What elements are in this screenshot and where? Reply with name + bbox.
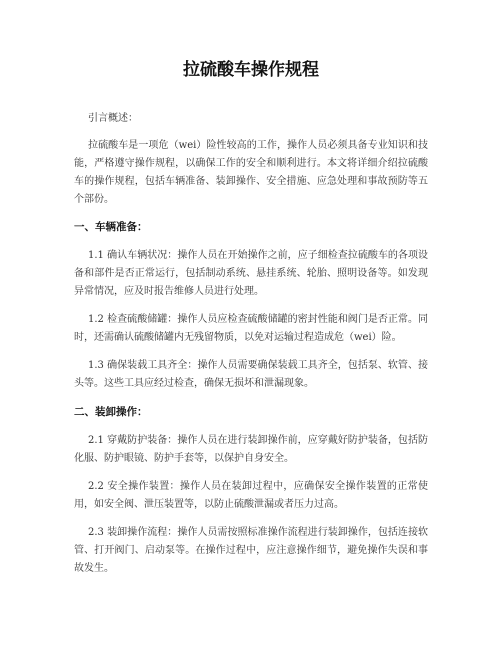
intro-label: 引言概述： (88, 113, 138, 124)
section-item: 1.2 检查硫酸储罐：操作人员应检查硫酸储罐的密封性能和阀门是否正常。同时，还需确认硫酸储罐内无残留物质，以免对运输过程造成危（wei）险。 (74, 314, 428, 343)
section-heading: 一、车辆准备： (74, 221, 148, 233)
section-item: 1.3 确保装载工具齐全：操作人员需要确保装载工具齐全，包括泵、软管、接头等。这些工具应经过检查，确保无损坏和泄漏现象。 (74, 360, 428, 389)
section-heading: 二、装卸操作： (74, 406, 148, 418)
section-item: 2.1 穿戴防护装备：操作人员在进行装卸操作前，应穿戴好防护装备，包括防化服、防护眼镜、防护手套等，以保护自身安全。 (74, 435, 428, 464)
section-vehicle-preparation (74, 218, 428, 393)
intro-paragraph: 拉硫酸车是一项危（wei）险性较高的工作，操作人员必须具备专业知识和技能，严格遵守操作规程，以确保工作的安全和顺利进行。本文将详细介绍拉硫酸车的操作规程，包括车辆准备、装卸操作、安全措施、应急处理和事故预防等五个部份。 (74, 140, 428, 205)
section-item: 2.2 安全操作装置：操作人员在装卸过程中，应确保安全操作装置的正常使用，如安全阀、泄压装置等，以防止硫酸泄漏或者压力过高。 (74, 481, 428, 510)
section-item: 1.1 确认车辆状况：操作人员在开始操作之前，应子细检查拉硫酸车的各项设备和部件是否正常运行，包括制动系统、悬挂系统、轮胎、照明设备等。如发现异常情况，应及时报告维修人员进行处理。 (74, 250, 428, 297)
section-item: 2.3 装卸操作流程：操作人员需按照标准操作流程进行装卸操作，包括连接软管、打开阀门、启动泵等。在操作过程中，应注意操作细节，避免操作失误和事故发生。 (74, 527, 428, 574)
section-loading-unloading (74, 403, 428, 578)
document-title: 拉硫酸车操作规程 (183, 60, 319, 80)
